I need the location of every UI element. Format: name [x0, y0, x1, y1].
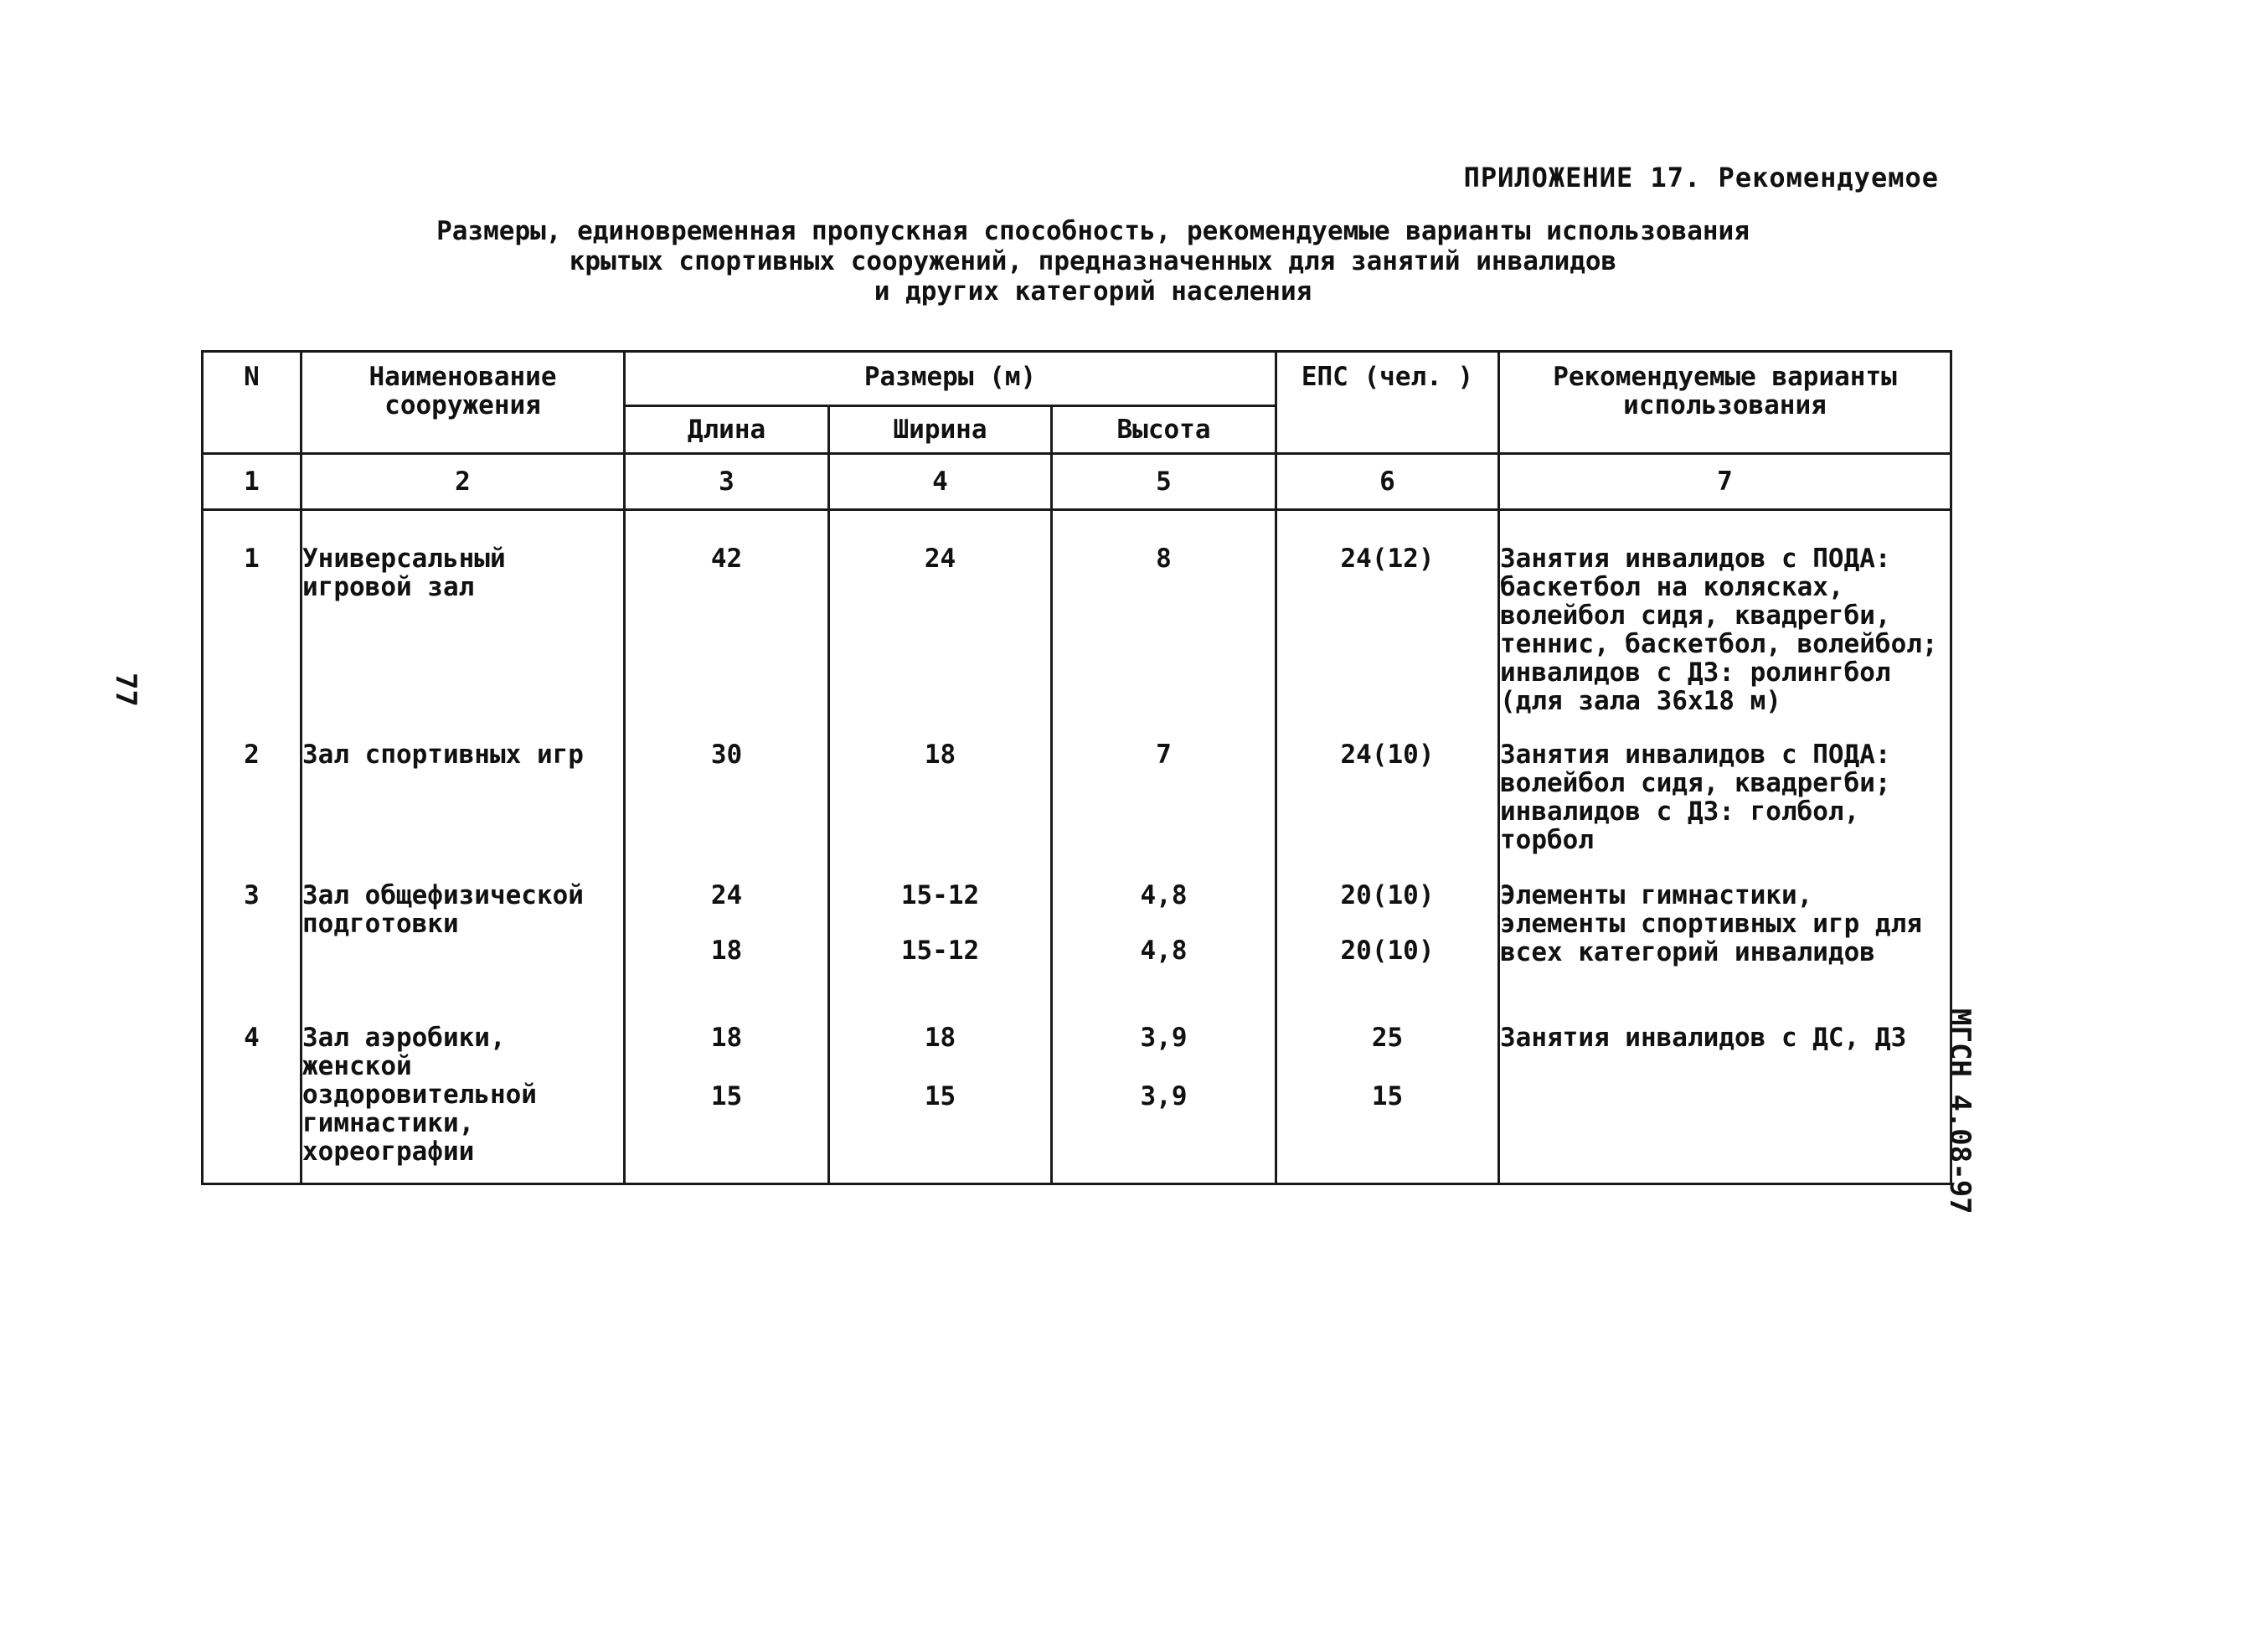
- column-number: 3: [625, 454, 829, 510]
- column-number: 4: [829, 454, 1052, 510]
- length-value: 30: [625, 737, 829, 878]
- table-row: [203, 737, 1951, 878]
- eps-value: 20(10): [1340, 880, 1435, 910]
- title-line: Размеры, единовременная пропускная способность, рекомендуемые варианты использования: [436, 216, 1750, 246]
- height-value: 3,9: [1140, 1081, 1188, 1111]
- length-value: 18: [710, 1023, 743, 1053]
- eps-value: 20(10): [1340, 936, 1435, 966]
- height-value: 4,8: [1140, 880, 1188, 910]
- header-width: Ширина: [829, 406, 1052, 454]
- recommended-use: Занятия инвалидов с ПОДА: баскетбол на колясках, волейбол сидя, квадрегби, теннис, баскетбол, волейбол; инвалидов с ДЗ: ролингбол (для зала 36х18 м): [1499, 510, 1951, 738]
- width-value: 15: [924, 1081, 956, 1111]
- height-cell: [1052, 878, 1276, 1020]
- header-name: Наименование сооружения: [302, 352, 625, 454]
- width-value: 18: [829, 737, 1052, 878]
- header-n: N: [203, 352, 302, 454]
- column-number: 5: [1052, 454, 1276, 510]
- width-cell: [829, 878, 1052, 1020]
- facility-name: Зал общефизической подготовки: [302, 878, 625, 1020]
- recommended-use: Занятия инвалидов с ДС, ДЗ: [1499, 1020, 1951, 1184]
- facility-name: Зал аэробики, женской оздоровительной гимнастики, хореографии: [302, 1020, 625, 1184]
- height-value: 8: [1052, 510, 1276, 738]
- height-value: 4,8: [1140, 936, 1188, 966]
- appendix-label: ПРИЛОЖЕНИЕ 17. Рекомендуемое: [1463, 162, 1939, 193]
- width-value: 24: [829, 510, 1052, 738]
- width-value: 15-12: [900, 880, 980, 910]
- recommended-use: Занятия инвалидов с ПОДА: волейбол сидя, квадрегби; инвалидов с ДЗ: голбол, торбол: [1499, 737, 1951, 878]
- header-height: Высота: [1052, 406, 1276, 454]
- height-value: 3,9: [1140, 1023, 1188, 1053]
- title-line: крытых спортивных сооружений, предназначенных для занятий инвалидов: [569, 246, 1617, 276]
- column-number: 6: [1276, 454, 1499, 510]
- column-number: 1: [203, 454, 302, 510]
- column-number: 7: [1499, 454, 1951, 510]
- recommended-use: Элементы гимнастики, элементы спортивных игр для всех категорий инвалидов: [1499, 878, 1951, 1020]
- width-cell: [829, 1020, 1052, 1184]
- title-line: и других категорий населения: [874, 276, 1312, 307]
- document-code: МГСН 4.08-97: [1943, 1008, 1977, 1214]
- row-number: 1: [203, 510, 302, 738]
- length-value: 24: [710, 880, 743, 910]
- facility-name: Универсальный игровой зал: [302, 510, 625, 738]
- length-value: 18: [710, 936, 743, 966]
- length-value: 15: [710, 1081, 743, 1111]
- eps-value: 24(10): [1276, 737, 1499, 878]
- height-cell: [1052, 1020, 1276, 1184]
- eps-value: 25: [1371, 1023, 1404, 1053]
- length-value: 42: [625, 510, 829, 738]
- document-title: [302, 216, 1884, 307]
- header-eps: ЕПС (чел. ): [1276, 352, 1499, 454]
- eps-value: 24(12): [1276, 510, 1499, 738]
- eps-cell: [1276, 1020, 1499, 1184]
- row-number: 3: [203, 878, 302, 1020]
- eps-cell: [1276, 878, 1499, 1020]
- header-recommended: Рекомендуемые варианты использования: [1499, 352, 1951, 454]
- row-number: 2: [203, 737, 302, 878]
- header-length: Длина: [625, 406, 829, 454]
- length-cell: [625, 1020, 829, 1184]
- header-sizes: Размеры (м): [625, 352, 1276, 406]
- facility-name: Зал спортивных игр: [302, 737, 625, 878]
- height-value: 7: [1052, 737, 1276, 878]
- table-row: [203, 878, 1951, 1020]
- width-value: 15-12: [900, 936, 980, 966]
- facilities-table: [201, 350, 1952, 1185]
- table-row: [203, 510, 1951, 738]
- column-number-row: [203, 454, 1951, 510]
- eps-value: 15: [1371, 1081, 1404, 1111]
- length-cell: [625, 878, 829, 1020]
- width-value: 18: [924, 1023, 956, 1053]
- page-number: 77: [109, 673, 142, 707]
- column-number: 2: [302, 454, 625, 510]
- row-number: 4: [203, 1020, 302, 1184]
- table-row: [203, 1020, 1951, 1184]
